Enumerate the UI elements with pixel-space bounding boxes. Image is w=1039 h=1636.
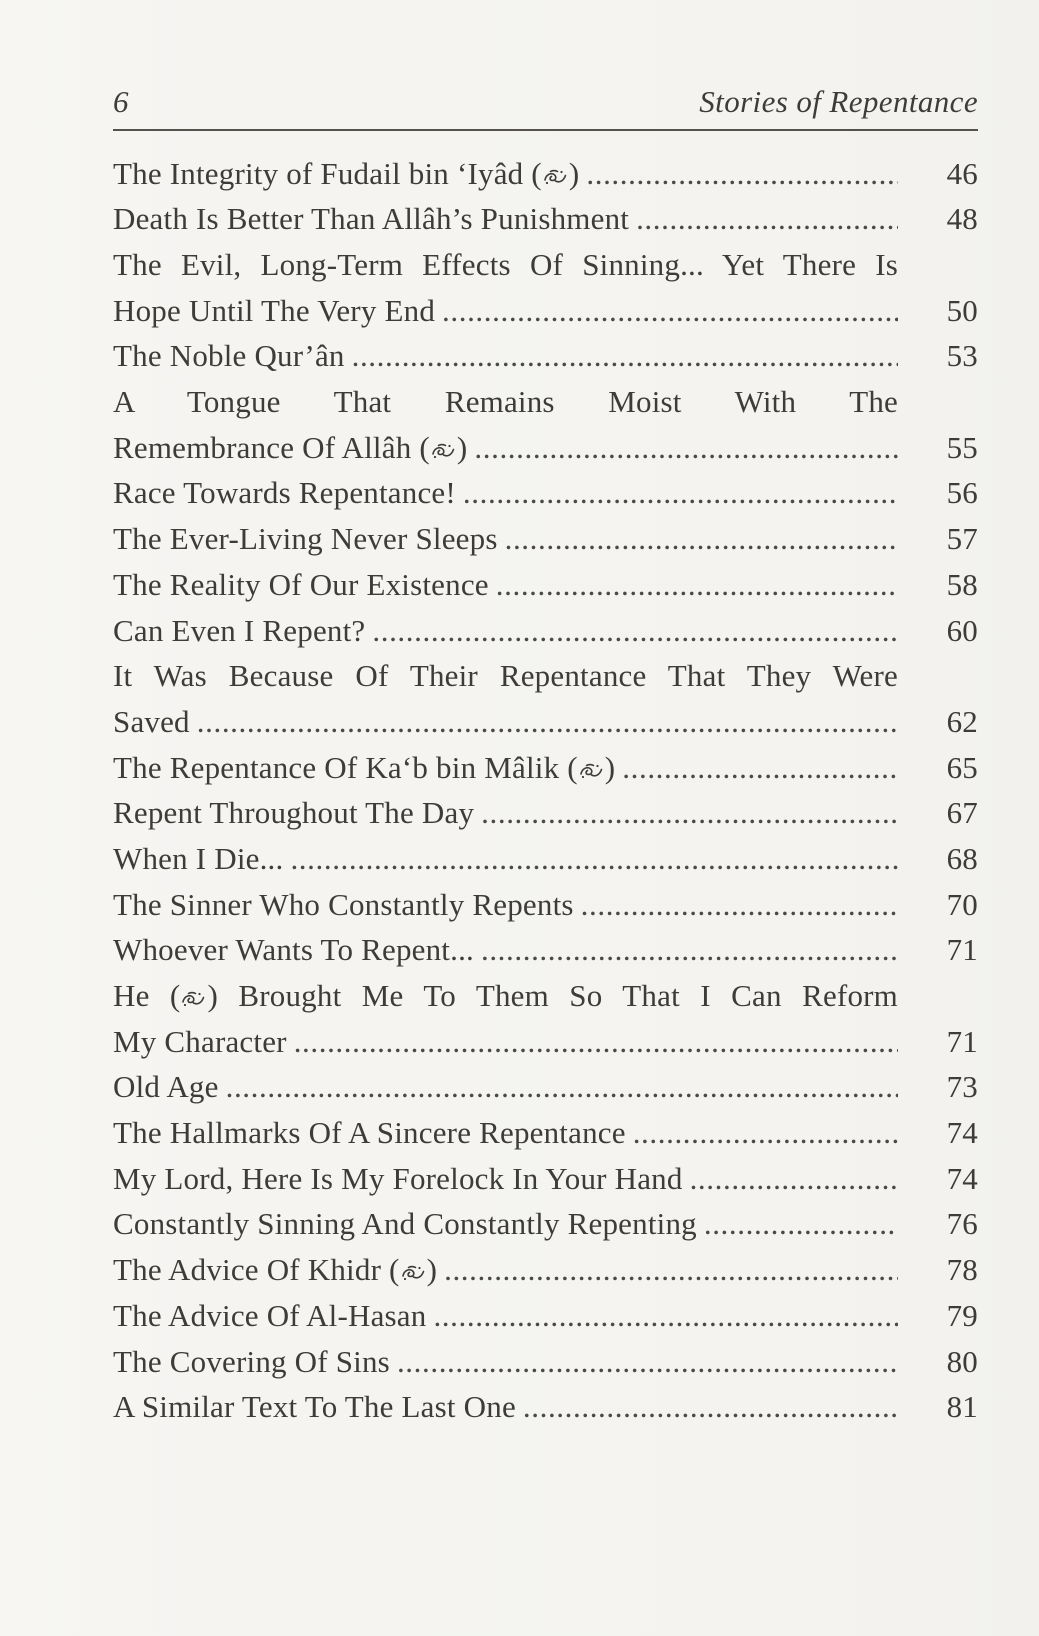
honorific-sallallahu-alayhi-wasallam-icon	[180, 989, 207, 1008]
toc-line	[113, 151, 978, 197]
toc-title-segment: The Evil, Long-Term Effects Of Sinning... Yet There Is	[113, 247, 898, 283]
leader-dots	[444, 1247, 898, 1293]
toc-line	[113, 653, 978, 699]
toc-title-segment: Hope Until The Very End	[113, 292, 436, 328]
toc-entry	[113, 1293, 978, 1339]
toc-entry	[113, 242, 978, 333]
toc-title-segment: Death Is Better Than Allâh’s Punishment	[113, 201, 630, 237]
toc-title-text	[113, 242, 898, 288]
leader-dots	[372, 608, 898, 654]
toc-list	[113, 151, 978, 1430]
toc-title-text	[113, 608, 365, 654]
leader-dots	[690, 1156, 898, 1202]
toc-title-segment: Repent Throughout The Day	[113, 795, 475, 831]
toc-page-number: 71	[946, 1023, 978, 1059]
toc-title-text	[113, 1064, 219, 1110]
toc-title-text	[113, 1019, 287, 1065]
toc-title-text	[113, 425, 467, 471]
toc-line	[113, 836, 978, 882]
toc-title-text	[113, 927, 474, 973]
toc-title-text	[113, 151, 579, 197]
leader-dots	[622, 745, 898, 791]
honorific-radiallahu-anhu-icon	[578, 761, 605, 780]
toc-entry	[113, 745, 978, 791]
toc-line	[113, 562, 978, 608]
leader-dots	[290, 836, 898, 882]
toc-title-segment: The Repentance Of Ka‘b bin Mâlik (	[113, 749, 578, 785]
toc-entry	[113, 333, 978, 379]
toc-title-text	[113, 379, 898, 425]
toc-line	[113, 1019, 978, 1065]
toc-entry	[113, 1064, 978, 1110]
toc-line	[113, 1247, 978, 1293]
toc-title-text	[113, 699, 190, 745]
toc-title-text	[113, 882, 574, 928]
leader-dots	[636, 196, 898, 242]
leader-dots	[197, 699, 898, 745]
toc-line	[113, 242, 978, 288]
toc-page-number: 58	[946, 566, 978, 602]
header-book-title: Stories of Repentance	[699, 84, 978, 119]
leader-dots	[474, 425, 898, 471]
toc-title-text	[113, 1156, 683, 1202]
leader-dots	[397, 1339, 898, 1385]
toc-page-number: 74	[946, 1115, 978, 1151]
leader-dots	[352, 333, 898, 379]
toc-page-number: 71	[946, 932, 978, 968]
toc-line	[113, 516, 978, 562]
toc-page-number: 79	[946, 1297, 978, 1333]
toc-title-segment: Remembrance Of Allâh (	[113, 429, 430, 465]
header-page-number: 6	[113, 84, 129, 119]
toc-page-number: 73	[946, 1069, 978, 1105]
toc-entry	[113, 790, 978, 836]
toc-line	[113, 608, 978, 654]
toc-title-segment: The Advice Of Khidr (	[113, 1252, 400, 1288]
toc-entry	[113, 653, 978, 744]
toc-page-number: 78	[946, 1252, 978, 1288]
toc-title-segment: A Similar Text To The Last One	[113, 1389, 516, 1425]
toc-entry	[113, 1201, 978, 1247]
toc-title-text	[113, 1339, 390, 1385]
toc-page-number: 70	[946, 886, 978, 922]
toc-title-text	[113, 1247, 437, 1293]
honorific-rahimahullah-icon	[542, 167, 569, 186]
toc-line	[113, 927, 978, 973]
leader-dots	[496, 562, 898, 608]
leader-dots	[226, 1064, 898, 1110]
toc-title-text	[113, 973, 898, 1019]
toc-entry	[113, 562, 978, 608]
toc-title-text	[113, 745, 615, 791]
leader-dots	[523, 1384, 898, 1430]
toc-page-number: 65	[946, 749, 978, 785]
toc-title-segment: Constantly Sinning And Constantly Repenting	[113, 1206, 697, 1242]
toc-line	[113, 1201, 978, 1247]
toc-page-number: 46	[946, 155, 978, 191]
toc-title-segment: The Hallmarks Of A Sincere Repentance	[113, 1115, 626, 1151]
toc-page-number: 62	[946, 703, 978, 739]
toc-page-number: 76	[946, 1206, 978, 1242]
toc-page-number: 80	[946, 1343, 978, 1379]
toc-title-text	[113, 1293, 426, 1339]
toc-page-number: 55	[946, 429, 978, 465]
toc-title-text	[113, 516, 498, 562]
toc-line	[113, 973, 978, 1019]
toc-title-segment: ) Brought Me To Them So That I Can Reform	[207, 978, 898, 1014]
toc-page-number: 56	[946, 475, 978, 511]
toc-title-segment: The Reality Of Our Existence	[113, 566, 489, 602]
toc-title-segment: )	[568, 155, 580, 191]
toc-line	[113, 1156, 978, 1202]
leader-dots	[481, 790, 898, 836]
toc-title-segment: My Character	[113, 1023, 287, 1059]
toc-title-text	[113, 790, 474, 836]
toc-title-segment: Whoever Wants To Repent...	[113, 932, 474, 968]
toc-line	[113, 882, 978, 928]
toc-line	[113, 333, 978, 379]
toc-page-number: 60	[946, 612, 978, 648]
toc-entry	[113, 836, 978, 882]
toc-line	[113, 288, 978, 334]
toc-entry	[113, 1384, 978, 1430]
toc-title-text	[113, 836, 283, 882]
toc-line	[113, 470, 978, 516]
toc-title-text	[113, 653, 898, 699]
toc-page-number: 53	[946, 338, 978, 374]
leader-dots	[463, 470, 898, 516]
leader-dots	[481, 927, 898, 973]
toc-line	[113, 745, 978, 791]
toc-line	[113, 379, 978, 425]
toc-title-text	[113, 1110, 626, 1156]
toc-line	[113, 790, 978, 836]
toc-title-segment: )	[426, 1252, 438, 1288]
toc-title-segment: )	[604, 749, 616, 785]
toc-entry	[113, 973, 978, 1064]
toc-title-text	[113, 288, 435, 334]
toc-entry	[113, 379, 978, 470]
toc-entry	[113, 1247, 978, 1293]
leader-dots	[442, 288, 898, 334]
toc-line	[113, 1339, 978, 1385]
toc-page-number: 48	[946, 201, 978, 237]
toc-title-text	[113, 333, 345, 379]
toc-title-segment: Old Age	[113, 1069, 219, 1105]
leader-dots	[704, 1201, 898, 1247]
honorific-jalla-jalaluhu-icon	[430, 441, 457, 460]
toc-title-segment: The Integrity of Fudail bin ‘Iyâd (	[113, 155, 542, 191]
toc-page-number: 81	[946, 1389, 978, 1425]
toc-title-segment: The Covering Of Sins	[113, 1343, 390, 1379]
toc-entry	[113, 882, 978, 928]
toc-title-segment: )	[456, 429, 468, 465]
toc-title-segment: When I Die...	[113, 840, 284, 876]
toc-line	[113, 1064, 978, 1110]
toc-title-text	[113, 1201, 697, 1247]
toc-title-segment: A Tongue That Remains Moist With The	[113, 384, 898, 420]
toc-entry	[113, 1156, 978, 1202]
toc-page-number: 50	[946, 292, 978, 328]
toc-line	[113, 699, 978, 745]
toc-page-number: 57	[946, 521, 978, 557]
toc-entry	[113, 196, 978, 242]
toc-title-text	[113, 562, 489, 608]
toc-line	[113, 196, 978, 242]
toc-title-segment: My Lord, Here Is My Forelock In Your Hand	[113, 1160, 683, 1196]
toc-entry	[113, 151, 978, 197]
toc-line	[113, 1384, 978, 1430]
toc-title-text	[113, 1384, 516, 1430]
toc-page-number: 68	[946, 840, 978, 876]
toc-entry	[113, 1110, 978, 1156]
toc-title-text	[113, 470, 456, 516]
leader-dots	[581, 882, 898, 928]
toc-line	[113, 1293, 978, 1339]
toc-entry	[113, 1339, 978, 1385]
honorific-alayhis-salam-icon	[400, 1263, 427, 1282]
toc-title-segment: It Was Because Of Their Repentance That They Were	[113, 658, 898, 694]
page-header	[113, 84, 978, 131]
toc-title-segment: Saved	[113, 703, 190, 739]
toc-page-number: 67	[946, 795, 978, 831]
toc-page-number: 74	[946, 1160, 978, 1196]
toc-line	[113, 425, 978, 471]
toc-title-segment: Can Even I Repent?	[113, 612, 366, 648]
toc-entry	[113, 608, 978, 654]
toc-title-text	[113, 196, 629, 242]
toc-entry	[113, 470, 978, 516]
leader-dots	[433, 1293, 898, 1339]
toc-title-segment: The Advice Of Al-Hasan	[113, 1297, 427, 1333]
leader-dots	[294, 1019, 898, 1065]
toc-entry	[113, 927, 978, 973]
toc-entry	[113, 516, 978, 562]
toc-title-segment: He (	[113, 978, 181, 1014]
leader-dots	[505, 516, 898, 562]
leader-dots	[586, 151, 898, 197]
toc-title-segment: Race Towards Repentance!	[113, 475, 456, 511]
toc-title-segment: The Noble Qur’ân	[113, 338, 345, 374]
leader-dots	[633, 1110, 898, 1156]
toc-title-segment: The Ever-Living Never Sleeps	[113, 521, 498, 557]
toc-line	[113, 1110, 978, 1156]
toc-title-segment: The Sinner Who Constantly Repents	[113, 886, 574, 922]
